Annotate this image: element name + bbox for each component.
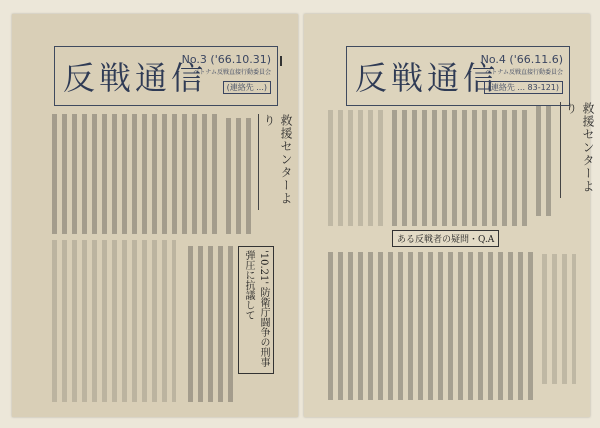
text-column-block [328, 252, 538, 400]
newsletter-sheet-issue-4 [304, 14, 595, 417]
contact-box: (連絡先 ...) [223, 81, 271, 94]
newsletter-title: 反戦通信 [63, 59, 208, 97]
masthead [54, 46, 278, 106]
margin-mark [280, 56, 282, 66]
publisher-name: ベトナム反戦直接行動委員会 [485, 69, 563, 76]
sidebar-heading-box: '10.21' 防衛庁闘争の刑事弾圧に抗議して [238, 246, 274, 374]
masthead [346, 46, 570, 106]
text-column-block [392, 110, 532, 226]
publisher-name: ベトナム反戦直接行動委員会 [193, 69, 271, 76]
vertical-heading: 救援センターより [560, 102, 597, 198]
text-column-block [188, 246, 234, 402]
text-column-block [536, 106, 556, 216]
text-column-block [52, 114, 222, 234]
newsletter-title: 反戦通信 [355, 59, 500, 97]
vertical-heading: 救援センターより [258, 114, 295, 210]
text-column-block [542, 254, 576, 384]
contact-box: (連絡先 ... 83-121) [484, 81, 563, 94]
text-column-block [52, 240, 176, 402]
issue-number: No.4 ('66.11.6) [480, 53, 563, 66]
text-column-block [226, 118, 256, 234]
text-column-block [328, 110, 384, 226]
newsletter-sheet-issue-3 [12, 14, 298, 417]
article-heading-bar: ある反戦者の疑問・Q.A [392, 230, 499, 247]
issue-number: No.3 ('66.10.31) [181, 53, 271, 66]
